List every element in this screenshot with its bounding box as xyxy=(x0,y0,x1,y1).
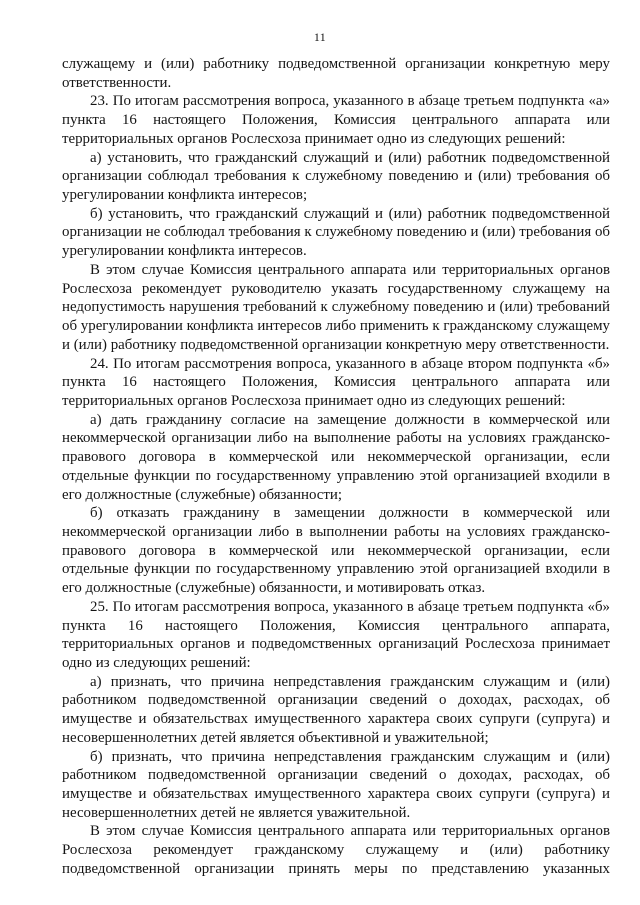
paragraph: В этом случае Комиссия центрального аппарата или территориальных органов Рослесхоза рекомендует руководителю указать государственному служащему на недопустимость нарушения требований к служебному поведению и (или) требований об урегулировании конфликта интересов либо применить к гражданскому служащему и (или) работнику подведомственной организации конкретную меру ответственности. xyxy=(62,261,610,353)
paragraph: а) установить, что гражданский служащий и (или) работник подведомственной организации соблюдал требования к служебному поведению и (или) требования об урегулировании конфликта интересов; xyxy=(62,149,610,204)
paragraph: 24. По итогам рассмотрения вопроса, указанного в абзаце втором подпункта «б» пункта 16 настоящего Положения, Комиссия центрального аппарата или территориальных органов Рослесхоза принимает одно из следующих решений: xyxy=(62,355,610,409)
paragraph: служащему и (или) работнику подведомственной организации конкретную меру ответственности. xyxy=(62,56,610,91)
document-body xyxy=(62,55,610,879)
paragraph: б) признать, что причина непредставления гражданским служащим и (или) работником подведомственной организации сведений о доходах, расходах, об имуществе и обязательствах имущественного характера своих супруги (супруга) и несовершеннолетних детей не является уважительной. xyxy=(62,748,610,821)
paragraph: а) признать, что причина непредставления гражданским служащим и (или) работником подведомственной организации сведений о доходах, расходах, об имуществе и обязательствах имущественного характера своих супруги (супруга) и несовершеннолетних детей является объективной и уважительной; xyxy=(62,673,610,746)
paragraph: а) дать гражданину согласие на замещение должности в коммерческой или некоммерческой организации либо на выполнение работы на условиях гражданско-правового договора в коммерческой или некоммерческой организации, если отдельные функции по государственному управлению этой организацией входили в его должностные (служебные) обязанности; xyxy=(62,411,610,503)
page-number: 11 xyxy=(313,30,327,44)
paragraph: В этом случае Комиссия центрального аппарата или территориальных органов Рослесхоза рекомендует гражданскому служащему и (или) работнику подведомственной организации принять меры по представлению указанных xyxy=(62,823,610,877)
paragraph: 23. По итогам рассмотрения вопроса, указанного в абзаце третьем подпункта «а» пункта 16 настоящего Положения, Комиссия центрального аппарата или территориальных органов Рослесхоза принимает одно из следующих решений: xyxy=(62,93,610,147)
paragraph: б) установить, что гражданский служащий и (или) работник подведомственной организации не соблюдал требования к служебному поведению и (или) требования об урегулировании конфликта интересов. xyxy=(62,205,610,260)
paragraph: 25. По итогам рассмотрения вопроса, указанного в абзаце третьем подпункта «б» пункта 16 настоящего Положения, Комиссия центрального аппарата, территориальных органов и подведомственных организаций Рослесхоза принимает одно из следующих решений: xyxy=(62,598,610,671)
paragraph: б) отказать гражданину в замещении должности в коммерческой или некоммерческой организации либо в выполнении работы на условиях гражданско-правового договора в коммерческой или некоммерческой организации, если отдельные функции по государственному управлению этой организацией входили в его должностные (служебные) обязанности, и мотивировать отказ. xyxy=(62,505,610,597)
